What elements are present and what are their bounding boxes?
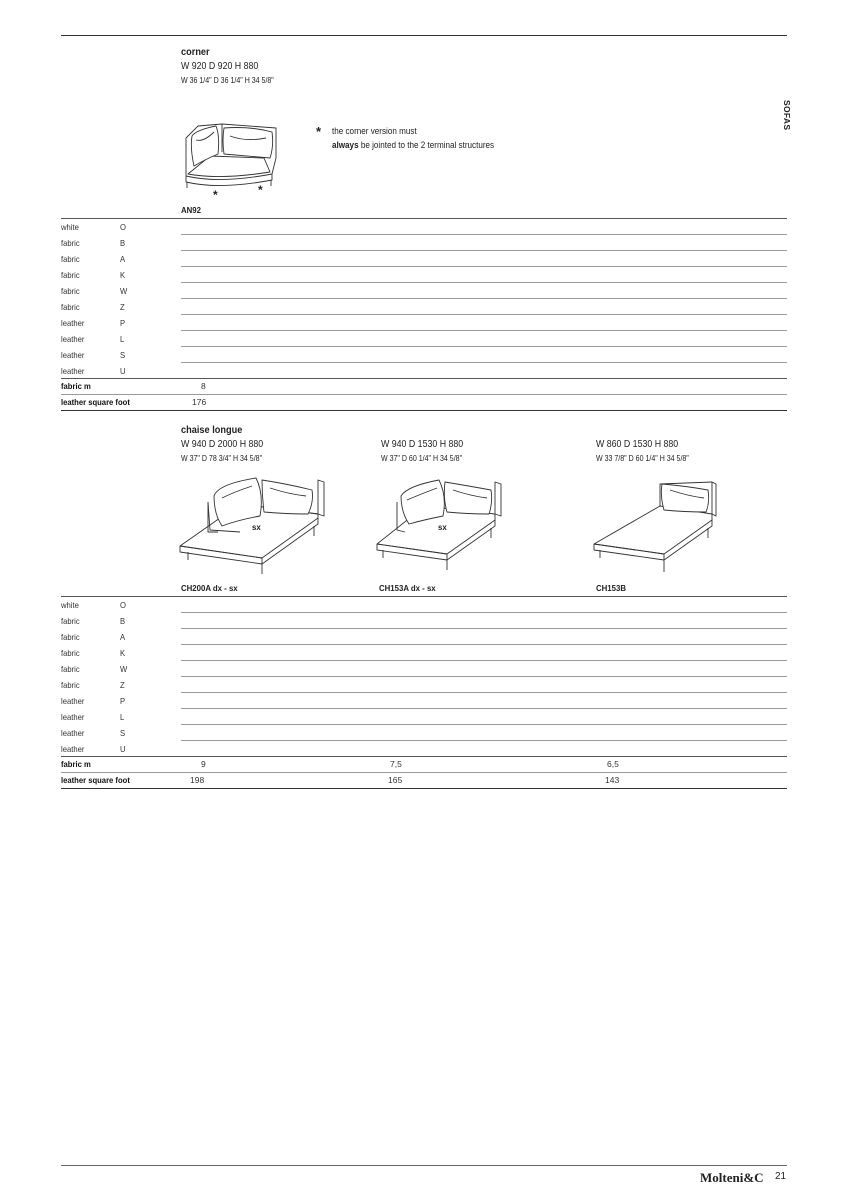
row-material-label: leather bbox=[61, 318, 85, 328]
table-top-rule bbox=[61, 218, 787, 219]
chaise-2-dim-metric: W 940 D 1530 H 880 bbox=[381, 439, 464, 450]
table-bottom-rule bbox=[61, 410, 787, 411]
note-bold-word: always bbox=[332, 140, 359, 150]
fabric-m-value: 7,5 bbox=[390, 759, 402, 769]
table-bottom-rule bbox=[61, 788, 787, 789]
row-grade-label: B bbox=[120, 616, 126, 626]
chaise-title: chaise longue bbox=[181, 425, 243, 436]
row-grade-label: O bbox=[120, 222, 126, 232]
chaise-1-dim-metric: W 940 D 2000 H 880 bbox=[181, 439, 264, 450]
top-rule bbox=[61, 35, 787, 36]
row-material-label: leather bbox=[61, 712, 85, 722]
row-grade-label: B bbox=[120, 238, 126, 248]
fabric-row-rule bbox=[61, 378, 787, 379]
fabric-m-value: 9 bbox=[201, 759, 206, 769]
price-entry-line bbox=[181, 660, 787, 661]
leather-square-foot-label: leather square foot bbox=[61, 775, 130, 785]
price-entry-line bbox=[181, 362, 787, 363]
row-grade-label: W bbox=[120, 664, 128, 674]
corner-title: corner bbox=[181, 47, 210, 58]
chaise-1-side-label: sx bbox=[252, 522, 261, 532]
leather-row-rule bbox=[61, 394, 787, 395]
row-grade-label: Z bbox=[120, 680, 125, 690]
chaise-3-dim-metric: W 860 D 1530 H 880 bbox=[596, 439, 679, 450]
row-grade-label: U bbox=[120, 744, 126, 754]
price-entry-line bbox=[181, 724, 787, 725]
chaise-1-code: CH200A dx - sx bbox=[181, 583, 238, 593]
leather-square-foot-label: leather square foot bbox=[61, 397, 130, 407]
price-entry-line bbox=[181, 314, 787, 315]
price-entry-line bbox=[181, 298, 787, 299]
row-material-label: leather bbox=[61, 744, 85, 754]
row-grade-label: O bbox=[120, 600, 126, 610]
corner-star-left: * bbox=[213, 188, 218, 202]
row-grade-label: W bbox=[120, 286, 128, 296]
row-grade-label: S bbox=[120, 728, 126, 738]
note-star-icon: * bbox=[316, 124, 322, 139]
row-material-label: leather bbox=[61, 728, 85, 738]
price-entry-line bbox=[181, 346, 787, 347]
leather-square-foot-value: 165 bbox=[388, 775, 403, 785]
leather-square-foot-value: 143 bbox=[605, 775, 620, 785]
note-line-1: the corner version must bbox=[332, 126, 417, 136]
row-grade-label: L bbox=[120, 334, 125, 344]
row-grade-label: K bbox=[120, 648, 126, 658]
row-material-label: leather bbox=[61, 350, 85, 360]
row-material-label: fabric bbox=[61, 238, 80, 248]
chaise-2-code: CH153A dx - sx bbox=[379, 583, 436, 593]
row-grade-label: L bbox=[120, 712, 125, 722]
row-grade-label: Z bbox=[120, 302, 125, 312]
row-grade-label: A bbox=[120, 632, 126, 642]
price-entry-line bbox=[181, 628, 787, 629]
row-material-label: fabric bbox=[61, 616, 80, 626]
corner-sofa-illustration bbox=[180, 118, 280, 208]
row-grade-label: U bbox=[120, 366, 126, 376]
row-material-label: leather bbox=[61, 334, 85, 344]
price-entry-line bbox=[181, 250, 787, 251]
corner-star-right: * bbox=[258, 183, 263, 197]
section-tab-sofas: SOFAS bbox=[782, 100, 792, 131]
fabric-m-value: 8 bbox=[201, 381, 206, 391]
price-entry-line bbox=[181, 644, 787, 645]
row-material-label: fabric bbox=[61, 270, 80, 280]
note-rest: be jointed to the 2 terminal structures bbox=[360, 140, 495, 150]
row-grade-label: P bbox=[120, 696, 126, 706]
row-material-label: fabric bbox=[61, 680, 80, 690]
row-grade-label: P bbox=[120, 318, 126, 328]
corner-dim-metric: W 920 D 920 H 880 bbox=[181, 61, 259, 72]
row-material-label: white bbox=[61, 222, 79, 232]
chaise-2-side-label: sx bbox=[438, 522, 447, 532]
table-top-rule bbox=[61, 596, 787, 597]
footer-rule bbox=[61, 1165, 787, 1166]
row-material-label: leather bbox=[61, 366, 85, 376]
price-entry-line bbox=[181, 282, 787, 283]
row-grade-label: A bbox=[120, 254, 126, 264]
note-line-2 bbox=[332, 140, 494, 150]
chaise-3-code: CH153B bbox=[596, 583, 627, 593]
row-material-label: fabric bbox=[61, 254, 80, 264]
chaise-ch153b-illustration bbox=[590, 476, 720, 576]
row-material-label: fabric bbox=[61, 648, 80, 658]
row-material-label: fabric bbox=[61, 302, 80, 312]
brand-logo: Molteni&C bbox=[700, 1170, 764, 1185]
price-entry-line bbox=[181, 708, 787, 709]
row-material-label: leather bbox=[61, 696, 85, 706]
fabric-m-label: fabric m bbox=[61, 381, 91, 391]
page-number: 21 bbox=[775, 1171, 787, 1182]
row-material-label: fabric bbox=[61, 286, 80, 296]
fabric-row-rule bbox=[61, 756, 787, 757]
row-material-label: white bbox=[61, 600, 79, 610]
leather-square-foot-value: 176 bbox=[192, 397, 207, 407]
fabric-m-value: 6,5 bbox=[607, 759, 619, 769]
corner-code: AN92 bbox=[181, 205, 201, 215]
price-entry-line bbox=[181, 234, 787, 235]
chaise-3-dim-imperial: W 33 7/8" D 60 1/4" H 34 5/8" bbox=[596, 454, 689, 463]
corner-dim-imperial: W 36 1/4" D 36 1/4" H 34 5/8" bbox=[181, 76, 274, 85]
row-grade-label: S bbox=[120, 350, 126, 360]
price-entry-line bbox=[181, 676, 787, 677]
fabric-m-label: fabric m bbox=[61, 759, 91, 769]
row-grade-label: K bbox=[120, 270, 126, 280]
leather-square-foot-value: 198 bbox=[190, 775, 205, 785]
price-entry-line bbox=[181, 740, 787, 741]
price-entry-line bbox=[181, 266, 787, 267]
chaise-1-dim-imperial: W 37" D 78 3/4" H 34 5/8" bbox=[181, 454, 263, 463]
chaise-2-dim-imperial: W 37" D 60 1/4" H 34 5/8" bbox=[381, 454, 463, 463]
price-entry-line bbox=[181, 612, 787, 613]
price-entry-line bbox=[181, 330, 787, 331]
row-material-label: fabric bbox=[61, 664, 80, 674]
price-entry-line bbox=[181, 692, 787, 693]
leather-row-rule bbox=[61, 772, 787, 773]
row-material-label: fabric bbox=[61, 632, 80, 642]
